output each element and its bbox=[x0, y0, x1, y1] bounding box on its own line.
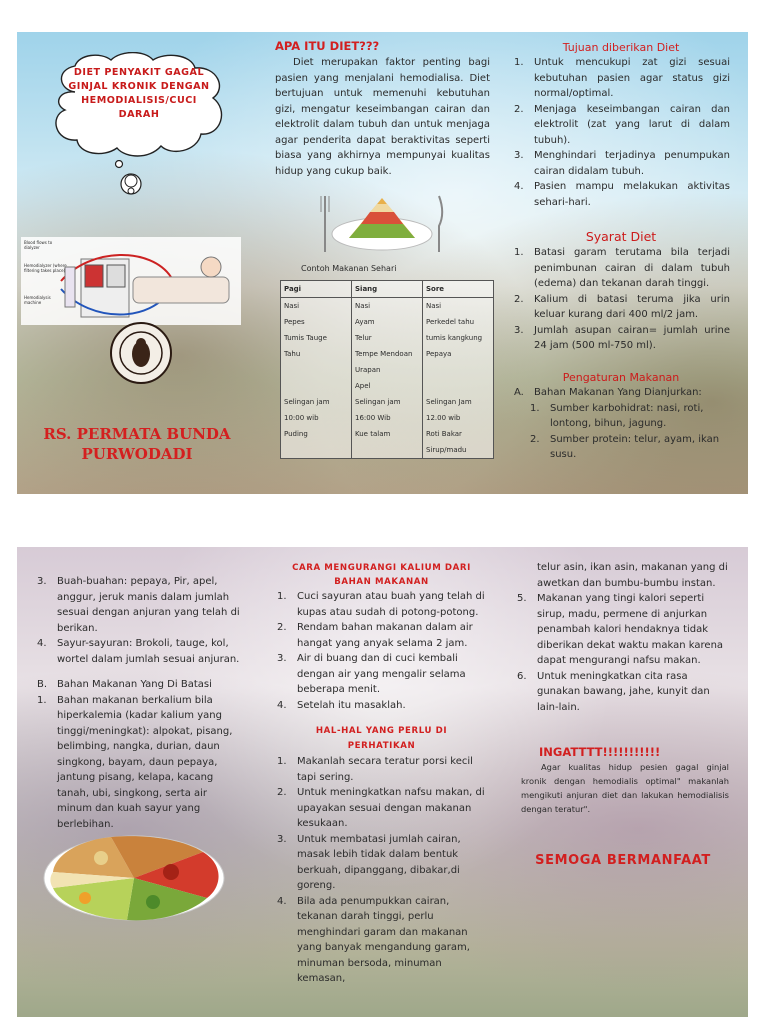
column-right bbox=[515, 560, 731, 715]
list-item: 5. Makanan yang tingi kalori seperti sirup, madu, permene di anjurkan penambah kalori hendaknya tidak diberikan dekat waktu makan karena dapat mengurangi nafsu makan. bbox=[517, 593, 724, 666]
hospital-name-line2: PURWODADI bbox=[81, 445, 193, 463]
list-item: 3. Untuk membatasi jumlah cairan, masak lebih tidak dalam bentuk berkuah, dipanggang, dibakar,di goreng. bbox=[277, 833, 461, 891]
food-plate-image bbox=[41, 832, 227, 924]
diagram-label: Hemodialysis machine bbox=[24, 295, 51, 305]
menu-cell: 10:00 wib bbox=[284, 414, 319, 422]
menu-caption: Contoh Makanan Sehari bbox=[301, 264, 397, 273]
menu-cell: tumis kangkung bbox=[426, 334, 483, 342]
menu-cell bbox=[284, 362, 348, 378]
dibatasi-heading bbox=[35, 677, 245, 832]
cara-mengurangi-heading bbox=[275, 561, 488, 589]
list-item: A. Bahan Makanan Yang Dianjurkan: bbox=[514, 387, 702, 398]
diagram-label: Blood flows to dialyzer bbox=[24, 240, 53, 250]
section-heading: APA ITU DIET??? bbox=[275, 39, 380, 53]
diagram-label: Hemodialyzer (where filtering takes place) bbox=[24, 263, 67, 273]
menu-cell: Kue talam bbox=[355, 430, 391, 438]
hemodialysis-diagram bbox=[21, 237, 241, 325]
list-item: 4. Pasien mampu melakukan aktivitas sehari-hari. bbox=[514, 181, 730, 208]
column-left bbox=[35, 574, 245, 832]
list-item: 2. Rendam bahan makanan dalam air hangat yang anyak selama 2 jam. bbox=[277, 622, 473, 649]
list-item: 2. Sumber protein: telur, ayam, ikan susu. bbox=[530, 433, 720, 460]
hospital-logo bbox=[110, 322, 172, 384]
section-heading: Tujuan diberikan Diet bbox=[562, 41, 680, 54]
menu-cell: Pepes bbox=[284, 318, 305, 326]
list-item: 1. Bahan makanan berkalium bila hiperkalemia (kadar kalium yang tinggi/meningkat): alpokat, pisang, belimbing, nangka, durian, daun singkong, bayam, daun pepaya, jantung pisang, kelapa, kacang tanah, ubi, singkong, serta air minum dan kuah sayur yang berlebihan. bbox=[37, 694, 233, 830]
list-item: B. Bahan Makanan Yang Di Batasi bbox=[37, 679, 212, 690]
list-item: 3. Buah-buahan: pepaya, Pir, apel, anggur, jeruk manis dalam jumlah sesuai dengan anjuran yang telah di berikan. bbox=[37, 576, 240, 634]
list-item: 3. Air di buang dan di cuci kembali dengan air yang mengalir selama beberapa menit. bbox=[277, 653, 466, 695]
menu-cell bbox=[355, 442, 419, 458]
pengaturan-list bbox=[512, 385, 730, 401]
menu-cell: Selingan Jam bbox=[426, 398, 472, 406]
hal-list bbox=[275, 754, 488, 987]
brochure-page-front bbox=[17, 32, 748, 494]
menu-cell: 16:00 Wib bbox=[355, 414, 391, 422]
hospital-seal-icon bbox=[110, 322, 172, 384]
menu-header-siang: Siang bbox=[352, 281, 423, 298]
list-item: 1. Sumber karbohidrat: nasi, roti, lontong, bihun, jagung. bbox=[530, 402, 704, 429]
plate-food-pyramid-icon bbox=[315, 192, 449, 256]
section-heading: BAHAN MAKANAN bbox=[334, 577, 429, 587]
menu-cell: Roti Bakar bbox=[426, 430, 462, 438]
hemodialysis-machine-icon bbox=[21, 237, 241, 325]
menu-cell: Puding bbox=[284, 430, 308, 438]
ingat-body: Agar kualitas hidup pesien gagal ginjal kronik dengan hemodialis optimal" makanlah mengikuti anjuran diet dan lakukan hemodialisis dengan teratur". bbox=[521, 762, 729, 814]
list-item: 1. Cuci sayuran atau buah yang telah di kupas atau sudah di potong-potong. bbox=[277, 591, 485, 618]
section-heading: CARA MENGURANGI KALIUM DARI bbox=[292, 563, 471, 573]
menu-cell: Ayam bbox=[355, 318, 375, 326]
menu-cell: Tempe Mendoan bbox=[355, 350, 413, 358]
menu-cell bbox=[426, 378, 490, 394]
list-item: 2. Untuk meningkatkan nafsu makan, di upayakan sesuai dengan makanan kesukaan. bbox=[277, 787, 485, 829]
dianjurkan-list-continued bbox=[35, 574, 245, 667]
closing-text: SEMOGA BERMANFAAT bbox=[535, 853, 711, 868]
section-heading: Pengaturan Makanan bbox=[562, 371, 680, 384]
menu-header-pagi: Pagi bbox=[281, 281, 352, 298]
menu-cell: Selingan jam bbox=[284, 398, 330, 406]
menu-column-siang bbox=[352, 298, 423, 459]
hospital-name-line1: RS. PERMATA BUNDA bbox=[43, 425, 231, 443]
brochure-page-back bbox=[17, 547, 748, 1017]
menu-cell: Perkedel tahu bbox=[426, 318, 475, 326]
dianjurkan-list bbox=[512, 401, 730, 463]
page-gap bbox=[0, 494, 768, 547]
hal-perhatikan-heading bbox=[275, 724, 488, 754]
menu-column-sore bbox=[423, 298, 494, 459]
menu-cell: Apel bbox=[355, 382, 371, 390]
list-item: 2. Menjaga keseimbangan cairan dan elektrolit (zat yang larut di dalam tubuh). bbox=[514, 103, 730, 146]
menu-cell bbox=[426, 362, 490, 378]
continuation-text: telur asin, ikan asin, makanan yang di awetkan dan bumbu-bumbu instan. bbox=[537, 562, 728, 589]
list-item: 6. Untuk meningkatkan cita rasa gunakan bawang, jahe, kunyit dan lain-lain. bbox=[517, 670, 710, 713]
menu-cell: Pepaya bbox=[426, 350, 452, 358]
section-syarat-diet bbox=[512, 228, 730, 354]
syarat-list bbox=[512, 245, 730, 354]
hal-list-continued bbox=[515, 591, 731, 715]
list-item: 3. Menghindari terjadinya penumpukan cairan didalam tubuh. bbox=[514, 150, 730, 177]
list-item: 1. Untuk mencukupi zat gizi sesuai kebutuhan pasien agar status gizi normal/optimal. bbox=[514, 57, 730, 99]
menu-cell: Nasi bbox=[426, 302, 442, 310]
tujuan-list bbox=[512, 55, 730, 210]
menu-cell: Urapan bbox=[355, 366, 381, 374]
cara-list bbox=[275, 589, 488, 713]
menu-cell bbox=[284, 378, 348, 394]
menu-table bbox=[280, 280, 494, 459]
section-heading: Syarat Diet bbox=[585, 229, 657, 244]
menu-cell: Tumis Tauge bbox=[284, 334, 327, 342]
section-heading: PERHATIKAN bbox=[347, 741, 416, 751]
list-item: 1. Batasi garam terutama bila terjadi penimbunan cairan di dalam tubuh (edema) dan tekanan darah tinggi. bbox=[514, 247, 730, 289]
column-middle bbox=[275, 561, 488, 987]
menu-cell: Telur bbox=[355, 334, 372, 342]
menu-cell: 12.00 wib bbox=[426, 414, 461, 422]
menu-cell bbox=[284, 442, 348, 458]
menu-cell: Nasi bbox=[355, 302, 371, 310]
list-item: 4. Setelah itu masaklah. bbox=[277, 699, 406, 711]
ingat-heading: INGATTTT!!!!!!!!!!! bbox=[539, 745, 661, 759]
list-item: 2. Kalium di batasi teruma jika urin keluar kurang dari 400 ml/2 jam. bbox=[514, 293, 730, 320]
menu-cell: Sirup/madu bbox=[426, 446, 467, 454]
list-item: 1. Makanlah secara teratur porsi kecil tapi sering. bbox=[277, 756, 473, 783]
list-item: 3. Jumlah asupan cairan= jumlah urine 24 jam (500 ml-750 ml). bbox=[514, 324, 730, 351]
section-body: Diet merupakan faktor penting bagi pasien yang menjalani hemodialisa. Diet bertujuan untuk memenuhi kebutuhan gizi, mengatur keseimbangan cairan dan elektrolit dalam tubuh dan untuk menjaga agar penderita dapat beraktivitas seperti biasa yang akhirnya mempunyai kualitas hidup yang cukup baik. bbox=[275, 57, 490, 177]
menu-header-sore: Sore bbox=[423, 281, 494, 298]
hospital-name bbox=[37, 424, 237, 464]
list-item: 4. Bila ada penumpukkan cairan, tekanan darah tinggi, perlu menghindari garam dan makanan yang banyak mengandung garam, minuman bersoda, minuman kemasan, bbox=[277, 895, 470, 984]
brochure-title: DIET PENYAKIT GAGAL GINJAL KRONIK DENGAN HEMODIALISIS/CUCI DARAH bbox=[68, 67, 210, 120]
food-pyramid-image bbox=[315, 192, 449, 256]
menu-cell: Selingan jam bbox=[355, 398, 401, 406]
food-plate-icon bbox=[41, 832, 227, 924]
list-item: 4. Sayur-sayuran: Brokoli, tauge, kol, wortel dalam jumlah sesuai anjuran. bbox=[37, 638, 240, 665]
thought-bubble-icon bbox=[111, 160, 151, 200]
menu-cell: Nasi bbox=[284, 302, 300, 310]
menu-cell: Tahu bbox=[284, 350, 301, 358]
section-tujuan-diet bbox=[512, 40, 730, 210]
menu-column-pagi bbox=[281, 298, 352, 459]
section-heading: HAL-HAL YANG PERLU DI bbox=[315, 726, 448, 736]
section-pengaturan-makanan bbox=[512, 370, 730, 463]
section-apa-itu-diet bbox=[275, 39, 490, 179]
